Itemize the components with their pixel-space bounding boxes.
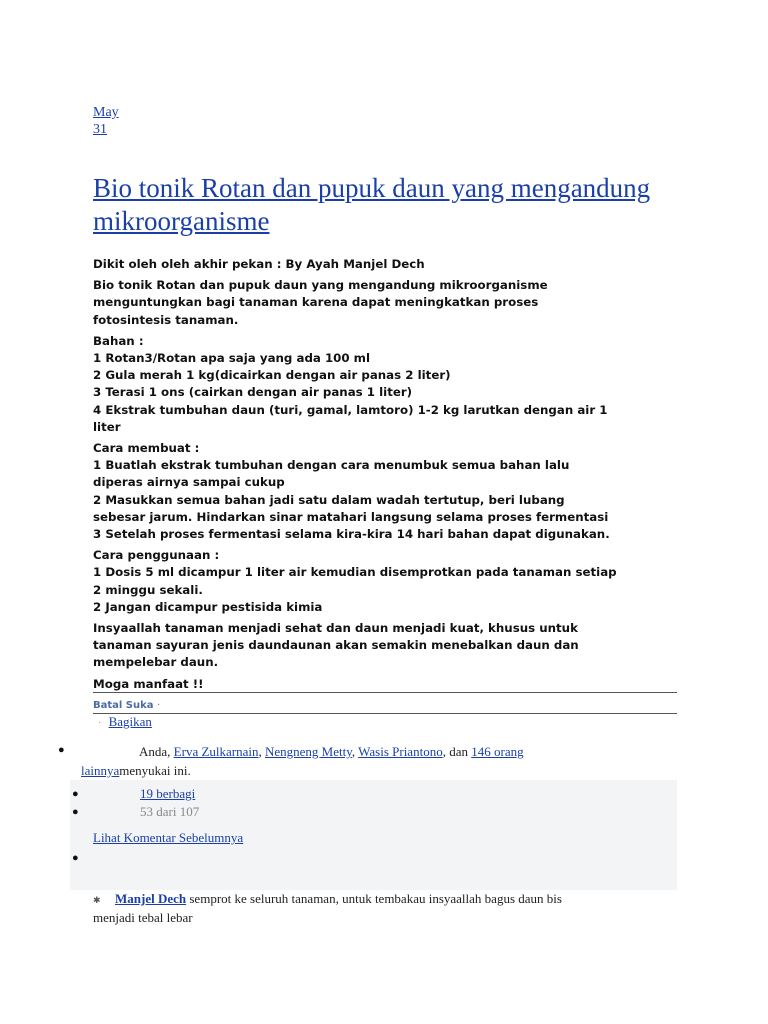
view-previous-comments-link[interactable]: Lihat Komentar Sebelumnya (93, 830, 244, 845)
text-line: 1 Buatlah ekstrak tumbuhan dengan cara menumbuk semua bahan lalu (93, 458, 570, 473)
text-line: 3 Terasi 1 ons (cairkan dengan air panas 1 liter) (93, 385, 413, 400)
text-line: Bio tonik Rotan dan pupuk daun yang mengandung mikroorganisme (93, 278, 548, 293)
text-line: mempelebar daun. (93, 655, 219, 670)
others-link-part2[interactable]: lainnya (81, 763, 120, 778)
comment-item (93, 890, 673, 927)
comment-marker-icon: ✱ (93, 895, 101, 905)
liker-link[interactable]: Erva Zulkarnain (173, 744, 259, 759)
share-dot: · (98, 718, 102, 729)
text-line: Insyaallah tanaman menjadi sehat dan daun menjadi kuat, khusus untuk (93, 621, 578, 636)
divider (93, 692, 677, 693)
cara-penggunaan-section (93, 547, 677, 616)
text-line: 2 minggu sekali. (93, 582, 203, 597)
text-line: liter (93, 419, 121, 434)
article-intro: Dikit oleh oleh akhir pekan : By Ayah Manjel Dech (93, 257, 425, 271)
text-line: sebesar jarum. Hindarkan sinar matahari langsung selama proses fermentasi (93, 509, 609, 524)
post-title (93, 172, 653, 238)
text-line: 1 Dosis 5 ml dicampur 1 liter air kemudian disemprotkan pada tanaman setiap (93, 565, 617, 580)
cara-membuat-section (93, 440, 677, 543)
text-line: 1 Rotan3/Rotan apa saja yang ada 100 ml (93, 351, 371, 366)
cara-heading: Cara membuat : (93, 441, 200, 456)
likers-prefix: Anda, (139, 744, 171, 759)
text-line: fotosintesis tanaman. (93, 312, 239, 327)
bullet-icon: ● (72, 852, 79, 864)
text-line: tanaman sayuran jenis daundaunan akan semakin menebalkan daun dan (93, 638, 579, 653)
bahan-heading: Bahan : (93, 333, 144, 348)
bullet-icon: ● (72, 806, 79, 818)
unlike-link[interactable]: Batal Suka (93, 700, 154, 711)
liker-link[interactable]: Nengneng Metty (265, 744, 352, 759)
likes-suffix: menyukai ini. (119, 763, 191, 778)
article-body (93, 256, 677, 697)
article-description (93, 277, 677, 329)
divider (93, 713, 677, 714)
share-row (98, 714, 152, 730)
comment-pagination: 53 dari 107 (140, 804, 200, 819)
comment-text-line2: menjadi tebal lebar (93, 910, 193, 925)
date-day-link[interactable]: 31 (93, 122, 107, 137)
bullet-icon: ● (72, 788, 79, 800)
text-line: 2 Masukkan semua bahan jadi satu dalam wadah tertutup, beri lubang (93, 492, 565, 507)
post-date (93, 104, 119, 138)
bahan-section (93, 333, 677, 436)
text-line: diperas airnya sampai cukup (93, 475, 285, 490)
text-line: menguntungkan bagi tanaman karena dapat meningkatkan proses (93, 295, 539, 310)
closing-paragraph (93, 620, 677, 672)
liker-link[interactable]: Wasis Priantono (358, 744, 443, 759)
text-line: 2 Gula merah 1 kg(dicairkan dengan air panas 2 liter) (93, 368, 451, 383)
guna-heading: Cara penggunaan : (93, 548, 220, 563)
post-title-link[interactable]: Bio tonik Rotan dan pupuk daun yang mengandung mikroorganisme (93, 173, 651, 236)
shares-count-link[interactable]: 19 berbagi (140, 786, 196, 801)
comment-text-line1: semprot ke seluruh tanaman, untuk tembakau insyaallah bagus daun bis (189, 891, 562, 906)
comment-author-link[interactable]: Manjel Dech (115, 891, 187, 906)
like-bar (93, 700, 160, 711)
text-line: 3 Setelah proses fermentasi selama kira-kira 14 hari bahan dapat digunakan. (93, 527, 610, 542)
date-month-link[interactable]: May (93, 105, 119, 120)
text-line: 4 Ekstrak tumbuhan daun (turi, gamal, lamtoro) 1-2 kg larutkan dengan air 1 (93, 402, 608, 417)
others-link-part1[interactable]: 146 orang (471, 744, 524, 759)
separator: · (157, 700, 161, 711)
text-line: 2 Jangan dicampur pestisida kimia (93, 599, 323, 614)
share-link[interactable]: Bagikan (108, 714, 152, 729)
bullet-icon: ● (58, 744, 65, 756)
moga-manfaat: Moga manfaat !! (93, 676, 204, 691)
and-text: , dan (442, 744, 468, 759)
likers-sentence: Anda, Erva Zulkarnain, Nengneng Metty, Wasis Priantono, dan 146 orang lainnyamenyukai ini. (81, 744, 524, 778)
